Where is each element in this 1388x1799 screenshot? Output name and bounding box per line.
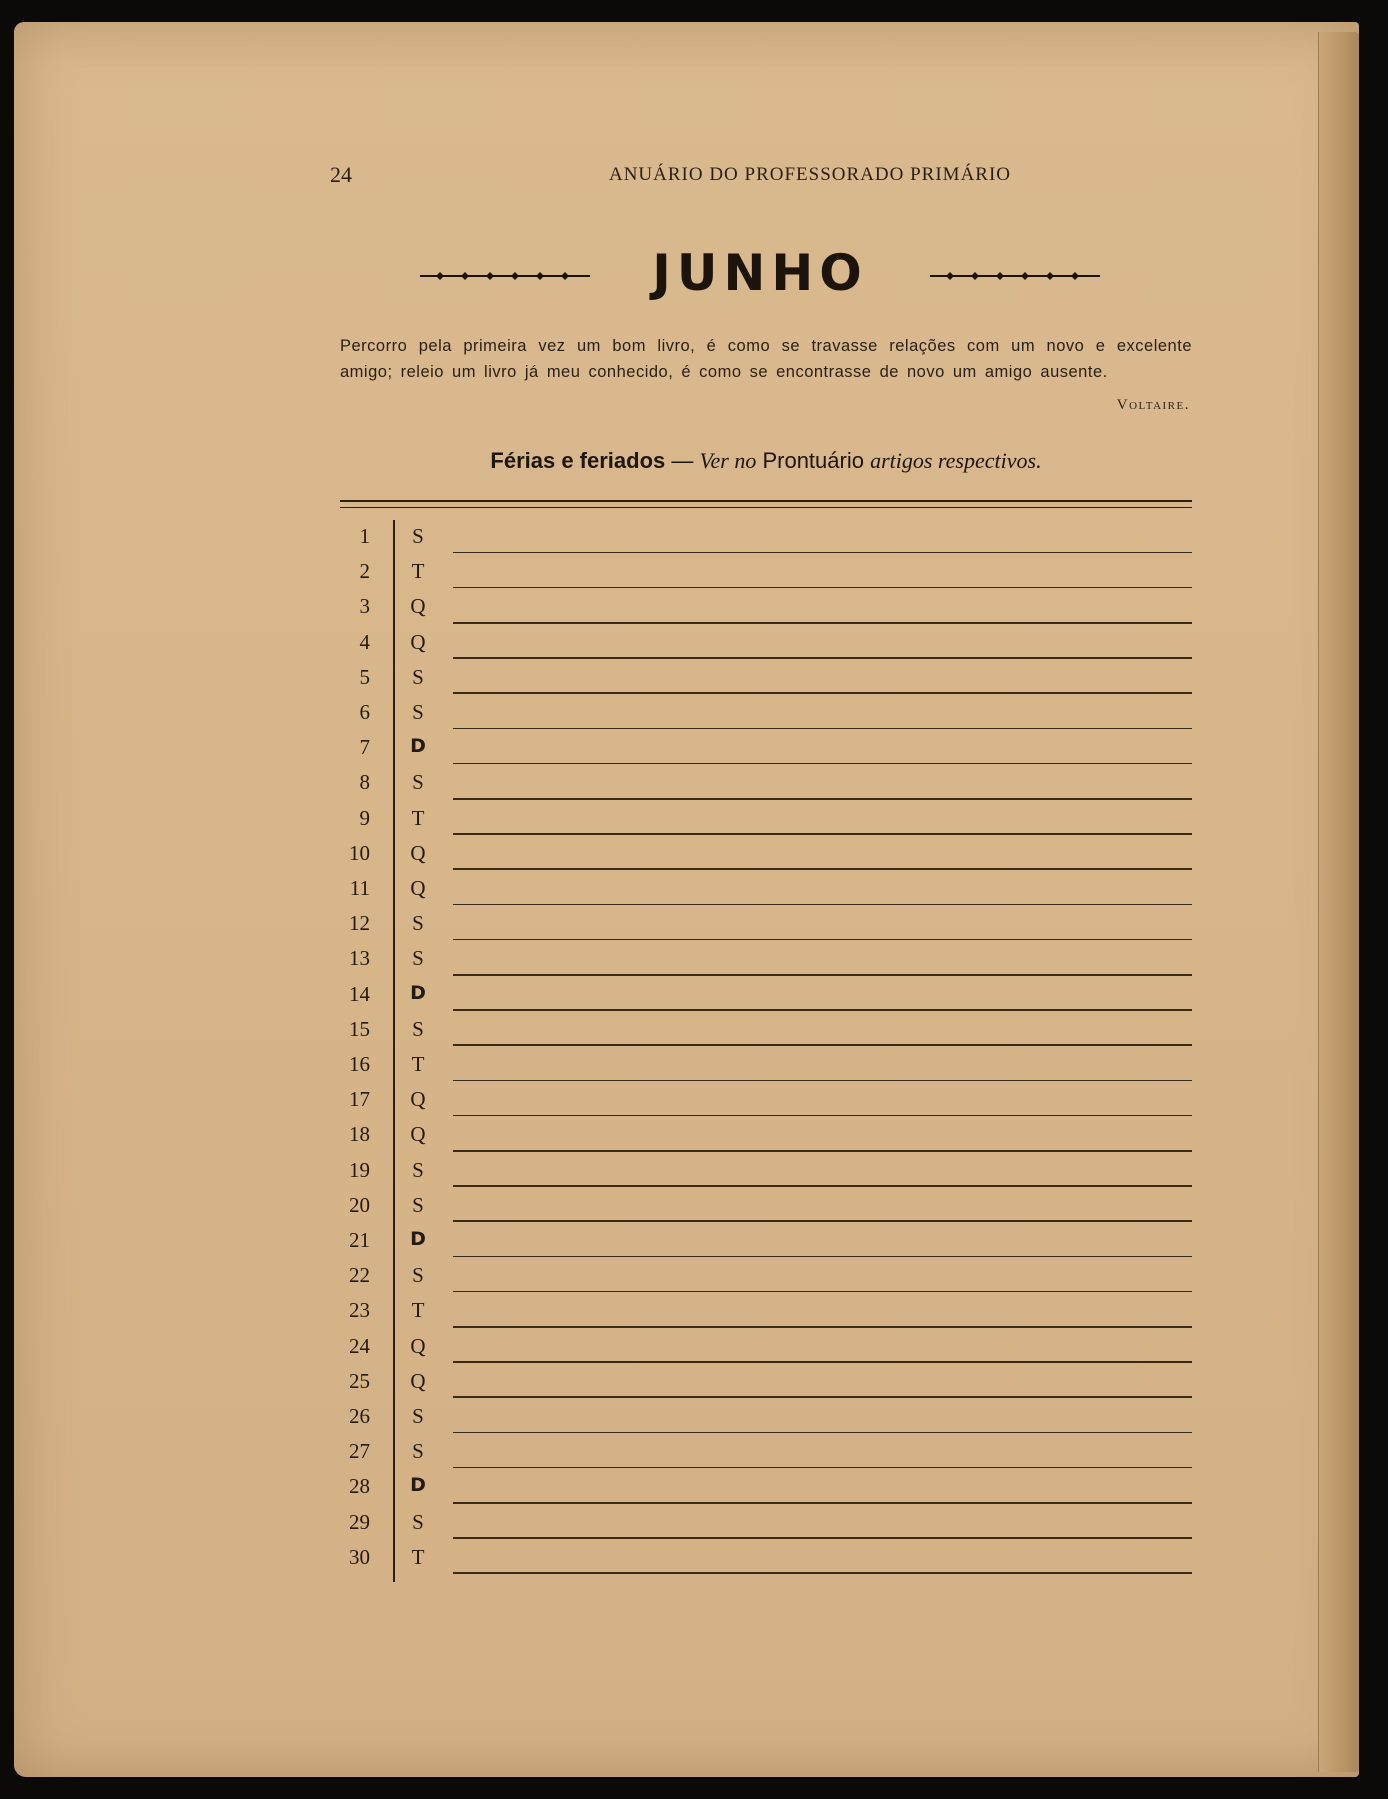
note-line[interactable] <box>453 868 1192 870</box>
day-number: 21 <box>349 1228 370 1252</box>
weekday-letter: T <box>411 1544 425 1569</box>
day-number: 5 <box>359 664 370 689</box>
weekday-letter: S <box>412 1439 424 1464</box>
page-number: 24 <box>330 162 352 187</box>
calendar-row <box>340 1118 1192 1153</box>
note-line[interactable] <box>453 1326 1192 1328</box>
holidays-note <box>340 448 1192 474</box>
weekday-letter: S <box>412 1404 424 1428</box>
note-line[interactable] <box>453 1115 1192 1117</box>
note-line[interactable] <box>453 1256 1192 1258</box>
day-number: 25 <box>349 1368 370 1393</box>
day-number: 11 <box>349 876 370 900</box>
weekday-letter: Q <box>410 1087 426 1112</box>
holidays-see: Ver no <box>699 448 757 473</box>
note-line[interactable] <box>453 1080 1192 1082</box>
calendar-row <box>340 907 1192 942</box>
calendar-row <box>340 1154 1192 1189</box>
note-line[interactable] <box>453 1502 1192 1504</box>
calendar-row <box>340 1541 1192 1576</box>
holidays-source: Prontuário <box>756 448 871 473</box>
day-number: 12 <box>349 911 370 936</box>
calendar-row <box>340 731 1192 766</box>
page-edge-shadow <box>1318 32 1359 1772</box>
note-line[interactable] <box>453 1150 1192 1152</box>
day-number: 9 <box>359 805 370 830</box>
day-number: 15 <box>349 1016 370 1041</box>
calendar-row <box>340 555 1192 590</box>
calendar-row <box>340 1400 1192 1435</box>
weekday-letter: Q <box>410 629 426 654</box>
weekday-letter: S <box>412 700 424 724</box>
weekday-letter: S <box>412 1016 424 1041</box>
calendar-row <box>340 1470 1192 1505</box>
calendar-row <box>340 1330 1192 1365</box>
calendar-table <box>340 520 1192 1585</box>
calendar-row <box>340 766 1192 801</box>
calendar-row <box>340 837 1192 872</box>
day-number: 20 <box>349 1192 370 1217</box>
weekday-letter: S <box>412 1263 424 1288</box>
note-line[interactable] <box>453 587 1192 589</box>
weekday-letter: D <box>410 981 426 1004</box>
note-line[interactable] <box>453 728 1192 730</box>
note-line[interactable] <box>453 622 1192 624</box>
top-rule-thin <box>340 507 1192 508</box>
weekday-letter: S <box>412 770 424 795</box>
calendar-row <box>340 1048 1192 1083</box>
day-number: 28 <box>349 1474 370 1499</box>
calendar-row <box>340 626 1192 661</box>
note-line[interactable] <box>453 833 1192 835</box>
note-line[interactable] <box>453 1467 1192 1469</box>
weekday-letter: T <box>411 1052 425 1076</box>
note-line[interactable] <box>453 1044 1192 1046</box>
day-number: 7 <box>359 735 370 760</box>
calendar-row <box>340 872 1192 907</box>
calendar-row <box>340 696 1192 731</box>
month-title: JUNHO <box>652 244 868 302</box>
weekday-letter: S <box>412 1509 424 1534</box>
calendar-row <box>340 802 1192 837</box>
calendar-row <box>340 1083 1192 1118</box>
weekday-letter: S <box>412 524 424 548</box>
weekday-letter: Q <box>410 1122 426 1147</box>
calendar-row <box>340 942 1192 977</box>
note-line[interactable] <box>453 1396 1192 1398</box>
note-line[interactable] <box>453 1361 1192 1363</box>
note-line[interactable] <box>453 1009 1192 1011</box>
day-number: 10 <box>349 840 370 865</box>
day-number: 16 <box>349 1052 370 1076</box>
day-number: 3 <box>359 594 370 619</box>
note-line[interactable] <box>453 692 1192 694</box>
weekday-letter: T <box>411 805 425 830</box>
day-number: 8 <box>359 770 370 795</box>
weekday-letter: Q <box>410 1368 426 1393</box>
calendar-row <box>340 1259 1192 1294</box>
day-number: 29 <box>349 1509 370 1534</box>
weekday-letter: Q <box>410 876 426 900</box>
running-header <box>330 162 1190 192</box>
holidays-label: Férias e feriados <box>490 448 666 473</box>
calendar-row <box>340 1435 1192 1470</box>
right-ornament-icon <box>930 272 1100 280</box>
day-number: 18 <box>349 1122 370 1147</box>
weekday-letter: S <box>412 1192 424 1217</box>
weekday-letter: S <box>412 911 424 936</box>
note-line[interactable] <box>453 1572 1192 1574</box>
day-number: 26 <box>349 1404 370 1428</box>
day-number: 1 <box>359 524 370 548</box>
day-number: 22 <box>349 1263 370 1288</box>
weekday-letter: Q <box>410 1333 426 1358</box>
weekday-letter: S <box>412 664 424 689</box>
day-number: 14 <box>349 981 370 1006</box>
day-number: 30 <box>349 1544 370 1569</box>
weekday-letter: T <box>411 1298 425 1323</box>
note-line[interactable] <box>453 1537 1192 1539</box>
calendar-row <box>340 1294 1192 1329</box>
note-line[interactable] <box>453 1220 1192 1222</box>
weekday-letter: T <box>411 559 425 584</box>
day-number: 17 <box>349 1087 370 1112</box>
calendar-row <box>340 1506 1192 1541</box>
day-number: 2 <box>359 559 370 584</box>
weekday-letter: S <box>412 1157 424 1182</box>
calendar-row <box>340 590 1192 625</box>
note-line[interactable] <box>453 1432 1192 1434</box>
day-number: 24 <box>349 1333 370 1358</box>
calendar-row <box>340 1189 1192 1224</box>
left-ornament-icon <box>420 272 590 280</box>
day-number: 4 <box>359 629 370 654</box>
calendar-row <box>340 1224 1192 1259</box>
note-line[interactable] <box>453 657 1192 659</box>
holidays-dash: — <box>665 448 700 473</box>
running-title: ANUÁRIO DO PROFESSORADO PRIMÁRIO <box>608 164 1012 185</box>
note-line[interactable] <box>453 798 1192 800</box>
weekday-letter: D <box>410 735 426 758</box>
month-heading <box>420 244 1100 304</box>
holidays-rest: artigos respectivos. <box>870 448 1042 473</box>
day-number: 23 <box>349 1298 370 1323</box>
calendar-row <box>340 1013 1192 1048</box>
note-line[interactable] <box>453 974 1192 976</box>
note-line[interactable] <box>453 904 1192 906</box>
note-line[interactable] <box>453 1185 1192 1187</box>
day-number: 27 <box>349 1439 370 1464</box>
calendar-row <box>340 978 1192 1013</box>
note-line[interactable] <box>453 939 1192 941</box>
calendar-row <box>340 520 1192 555</box>
note-line[interactable] <box>453 552 1192 554</box>
weekday-letter: Q <box>410 594 426 619</box>
epigraph-author: Voltaire. <box>1116 397 1190 413</box>
weekday-letter: Q <box>410 840 426 865</box>
day-number: 6 <box>359 700 370 724</box>
day-number: 19 <box>349 1157 370 1182</box>
day-number: 13 <box>349 946 370 971</box>
weekday-letter: S <box>412 946 424 971</box>
calendar-row <box>340 661 1192 696</box>
weekday-letter: D <box>410 1228 426 1250</box>
calendar-row <box>340 1365 1192 1400</box>
weekday-letter: D <box>410 1474 426 1497</box>
epigraph-text: Percorro pela primeira vez um bom livro, é como se travasse relações com um novo e excelente amigo; releio um livro já meu conhecido, é como se encontrasse de novo um amigo ausente. <box>340 337 1192 381</box>
top-rule <box>340 500 1192 502</box>
note-line[interactable] <box>453 763 1192 765</box>
note-line[interactable] <box>453 1291 1192 1293</box>
